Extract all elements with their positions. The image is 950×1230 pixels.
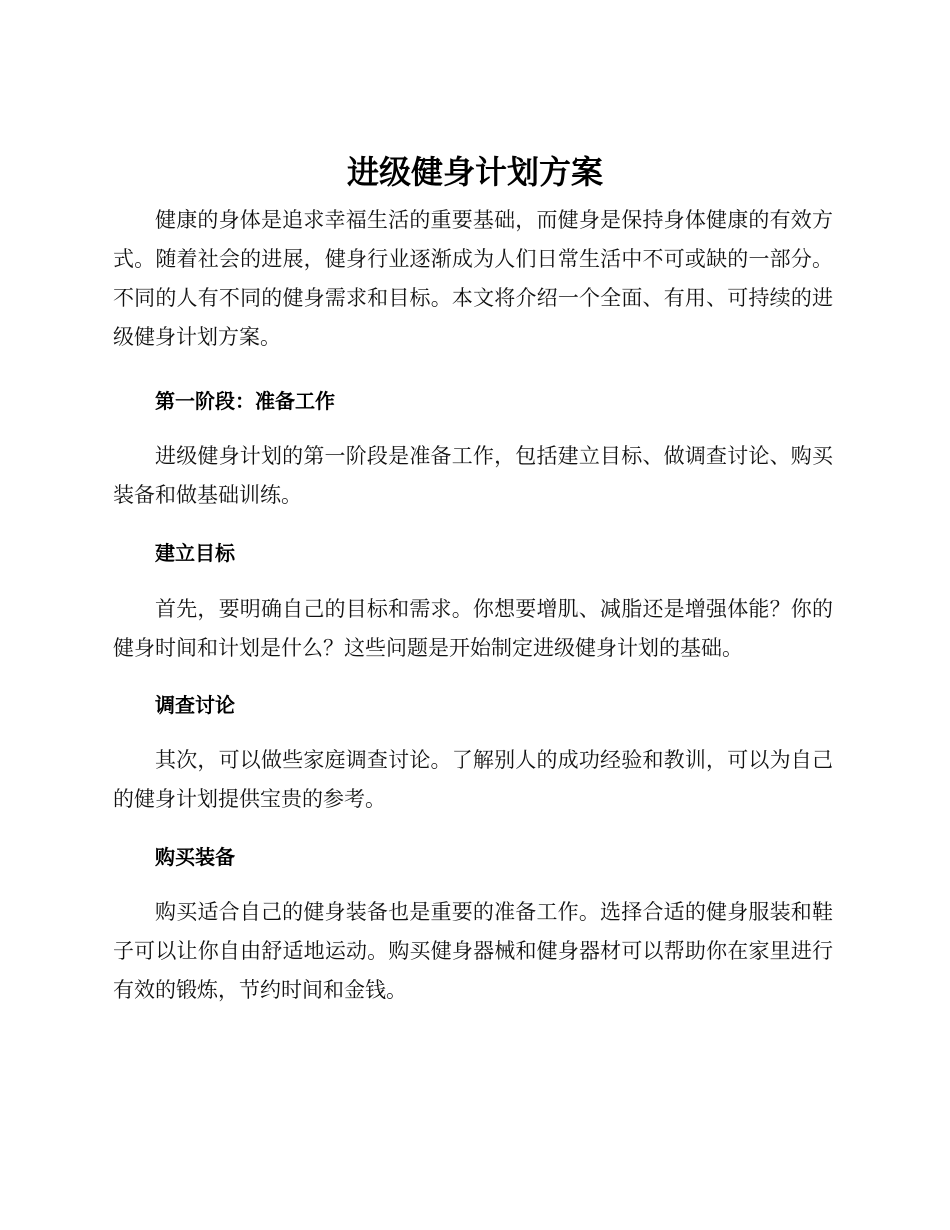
subsection-heading-goal: 建立目标 [155,541,235,565]
goal-paragraph: 首先，要明确自己的目标和需求。你想要增肌、减脂还是增强体能？你的健身时间和计划是什么？这些问题是开始制定进级健身计划的基础。 [113,597,833,660]
stage-1-paragraph: 进级健身计划的第一阶段是准备工作，包括建立目标、做调查讨论、购买装备和做基础训练。 [113,444,833,507]
survey-paragraph: 其次，可以做些家庭调查讨论。了解别人的成功经验和教训，可以为自己的健身计划提供宝贵的参考。 [113,748,833,811]
equipment-paragraph: 购买适合自己的健身装备也是重要的准备工作。选择合适的健身服装和鞋子可以让你自由舒适地运动。购买健身器械和健身器材可以帮助你在家里进行有效的锻炼，节约时间和金钱。 [113,900,833,1002]
subsection-heading-equipment: 购买装备 [155,845,235,869]
subsection-heading-survey: 调查讨论 [155,693,235,717]
intro-paragraph: 健康的身体是追求幸福生活的重要基础，而健身是保持身体健康的有效方式。随着社会的进展，健身行业逐渐成为人们日常生活中不可或缺的一部分。不同的人有不同的健身需求和目标。本文将介绍一个全面、有用、可持续的进级健身计划方案。 [113,208,833,349]
document-title: 进级健身计划方案 [346,153,603,191]
section-heading-stage-1: 第一阶段：准备工作 [155,389,335,413]
